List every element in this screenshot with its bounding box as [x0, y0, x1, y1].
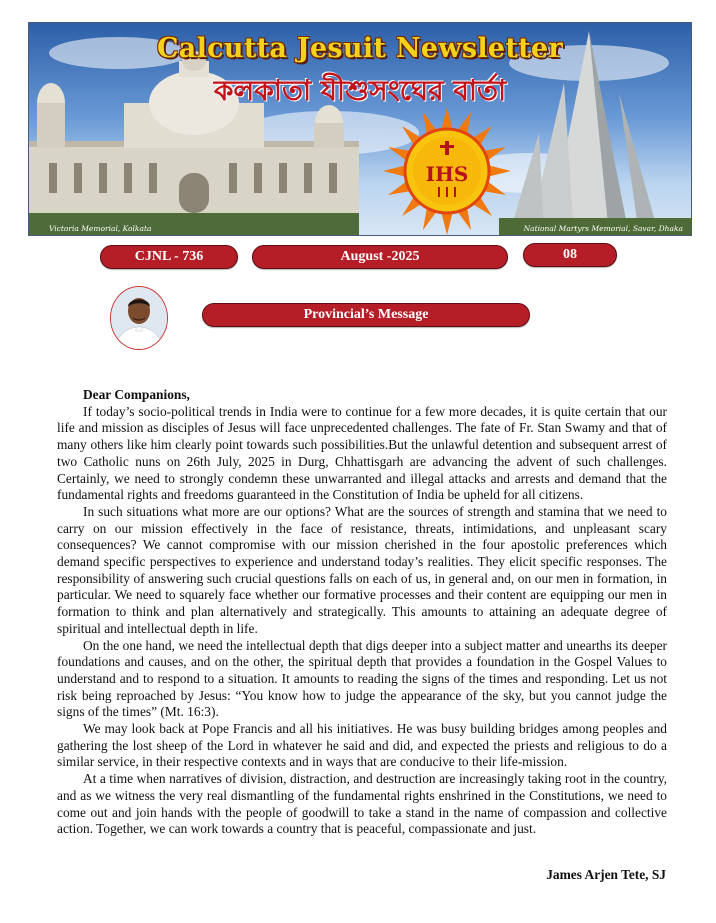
letter-signature: James Arjen Tete, SJ	[546, 867, 666, 882]
ihs-emblem-text: IHS	[425, 162, 469, 186]
letter-paragraph: At a time when narratives of division, distraction, and destruction are increasingly taking root in the country, and as we witness the very real dismantling of the fundamental rights enshrined in the Constitutions, we need to come out and join hands with the people of goodwill to take a stand in the name of compassion and collective action. Together, we can work towards a country that is peaceful, compassionate and just.	[57, 771, 667, 837]
newsletter-title-english: Calcutta Jesuit Newsletter	[157, 33, 563, 64]
avatar-portrait	[111, 287, 167, 349]
masthead-banner	[28, 22, 692, 236]
letter-paragraph: In such situations what more are our options? What are the sources of strength and stamina that we need to carry on our mission effectively in the face of resistance, threats, intimidations, and unpleasant scary consequences? We cannot compromise with our mission cherished in the four apostolic preferences which demand specific perspectives to experience and understand today’s realities. They elicit specific responses. The responsibility of answering such crucial questions falls on each of us, in general and, on our men in formation, in particular. We need to squarely face whether our formative processes and their content are equipping our men in formation to think and plan alternatively and strategically. This amounts to attaining an adequate degree of spiritual and intellectual depth in life.	[57, 503, 667, 636]
caption-martyrs-memorial: National Martyrs Memorial, Savar, Dhaka	[523, 224, 683, 233]
section-title-provincials-message: Provincial’s Message	[202, 303, 530, 327]
letter-paragraph: If today’s socio-political trends in India were to continue for a few more decades, it is quite certain that our life and mission as disciples of Jesus will face unprecedented challenges. The fate of Fr. Stan Swamy and that of many others like him clearly point towards such possibilities.But the unlawful detention and subsequent arrest of two Catholic nuns on 26th July, 2025 in Durg, Chhattisgarh are advancing the advent of such challenges. Certainly, we need to strongly condemn these unwarranted and illegal attacks and arrests and demand that the fundamental rights and freedoms guaranteed in the Constitution of India be upheld for all citizens.	[57, 403, 667, 503]
ihs-emblem	[383, 107, 511, 235]
newsletter-title-bengali: কলকাতা যীশুসংঘের বার্তা	[213, 74, 507, 107]
letter-paragraph: On the one hand, we need the intellectual depth that digs deeper into a subject matter and unearths its deeper foundations and causes, and on the other, the spiritual depth that provides a foundation in the Gospel Values to understand and to respond to a situation. It amounts to reading the signs of the times and responding. Let us not risk being reproached by Jesus: “You know how to judge the appearance of the sky, but you cannot judge the signs of the times” (Mt. 16:3).	[57, 637, 667, 720]
letter-paragraph: We may look back at Pope Francis and all his initiatives. He was busy building bridges among peoples and gathering the lost sheep of the Lord in whatever he said and did, and expected the priests and religious to do a similar service, in their respective contexts and in ways that are conducive to their life-mission.	[57, 721, 667, 770]
letter-salutation: Dear Companions,	[83, 387, 190, 402]
caption-victoria-memorial: Victoria Memorial, Kolkata	[49, 224, 152, 233]
page-number-badge: 08	[523, 243, 617, 267]
letter-body	[57, 387, 667, 838]
issue-number-badge: CJNL - 736	[100, 245, 238, 269]
provincial-photo	[110, 286, 168, 350]
issue-date-badge: August -2025	[252, 245, 508, 269]
